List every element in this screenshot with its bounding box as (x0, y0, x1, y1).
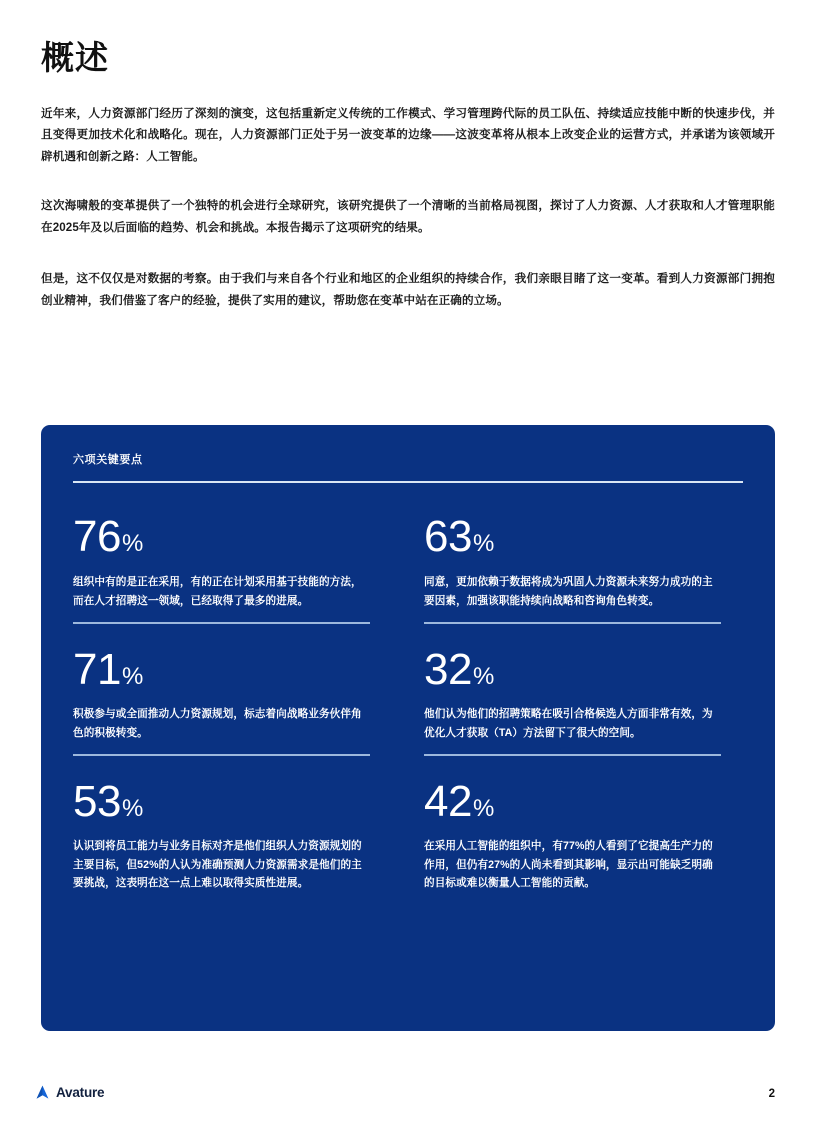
card-header (41, 425, 775, 483)
stat-item (424, 622, 743, 754)
stats-grid (41, 505, 775, 905)
stat-description: 同意，更加依赖于数据将成为巩固人力资源未来努力成功的主要因素，加强该职能持续向战略和咨询角色转变。 (424, 576, 713, 607)
stat-item (424, 754, 743, 905)
stat-percent-sign: % (472, 663, 494, 691)
page-title: 概述 (41, 39, 109, 76)
stat-number-text: 42 (424, 777, 472, 827)
stat-item (73, 622, 392, 754)
stat-item (73, 754, 392, 905)
stat-item (73, 505, 392, 622)
avature-mark-icon (34, 1084, 51, 1101)
stat-value (424, 645, 743, 695)
page-footer (0, 1061, 816, 1123)
card-header-divider (73, 481, 743, 483)
intro-section (41, 103, 775, 311)
page-number: 2 (768, 1088, 775, 1100)
stat-description: 认识到将员工能力与业务目标对齐是他们组织人力资源规划的主要目标，但52%的人认为准确预测人力资源需求是他们的主要挑战，这表明在这一点上难以取得实质性进展。 (73, 840, 362, 890)
stat-percent-sign: % (121, 530, 143, 557)
stat-number-text: 53 (73, 777, 121, 827)
stat-number-text: 63 (424, 512, 472, 561)
stat-percent-sign: % (121, 663, 143, 691)
intro-paragraph-2: 这次海啸般的变革提供了一个独特的机会进行全球研究，该研究提供了一个清晰的当前格局视图，探讨了人力资源、人才获取和人才管理职能在2025年及以后面临的趋势、机会和挑战。本报告揭示了这项研究的结果。 (41, 199, 775, 234)
stat-number-text: 71 (73, 645, 121, 695)
stat-description: 在采用人工智能的组织中，有77%的人看到了它提高生产力的作用，但仍有27%的人尚未看到其影响，显示出可能缺乏明确的目标或难以衡量人工智能的贡献。 (424, 840, 713, 890)
stat-percent-sign: % (121, 795, 143, 823)
stat-percent-sign: % (472, 795, 494, 823)
key-takeaways-card (41, 425, 775, 1031)
card-header-title: 六项关键要点 (73, 454, 143, 466)
stat-value (73, 645, 392, 695)
stat-value (73, 777, 392, 827)
stat-number-text: 76 (73, 512, 121, 561)
stat-value (424, 777, 743, 827)
stat-value (424, 512, 743, 561)
stat-number-text: 32 (424, 645, 472, 695)
stat-description: 组织中有的是正在采用，有的正在计划采用基于技能的方法，而在人才招聘这一领域，已经取得了最多的进展。 (73, 576, 362, 607)
stat-description: 积极参与或全面推动人力资源规划，标志着向战略业务伙伴角色的积极转变。 (73, 708, 362, 739)
avature-wordmark: Avature (56, 1085, 105, 1100)
intro-paragraph-1: 近年来，人力资源部门经历了深刻的演变，这包括重新定义传统的工作模式、学习管理跨代际的员工队伍、持续适应技能中断的快速步伐，并且变得更加技术化和战略化。现在，人力资源部门正处于另一波变革的边缘——这波变革将从根本上改变企业的运营方式，并承诺为该领域开辟机遇和创新之路：人工智能。 (41, 107, 775, 163)
stat-percent-sign: % (472, 530, 494, 557)
stat-description: 他们认为他们的招聘策略在吸引合格候选人方面非常有效，为优化人才获取（TA）方法留下了很大的空间。 (424, 708, 713, 739)
stat-item (424, 505, 743, 622)
avature-logo (34, 1084, 104, 1101)
intro-paragraph-3: 但是，这不仅仅是对数据的考察。由于我们与来自各个行业和地区的企业组织的持续合作，我们亲眼目睹了这一变革。看到人力资源部门拥抱创业精神，我们借鉴了客户的经验，提供了实用的建议，帮助您在变革中站在正确的立场。 (41, 272, 775, 307)
stat-value (73, 512, 392, 561)
